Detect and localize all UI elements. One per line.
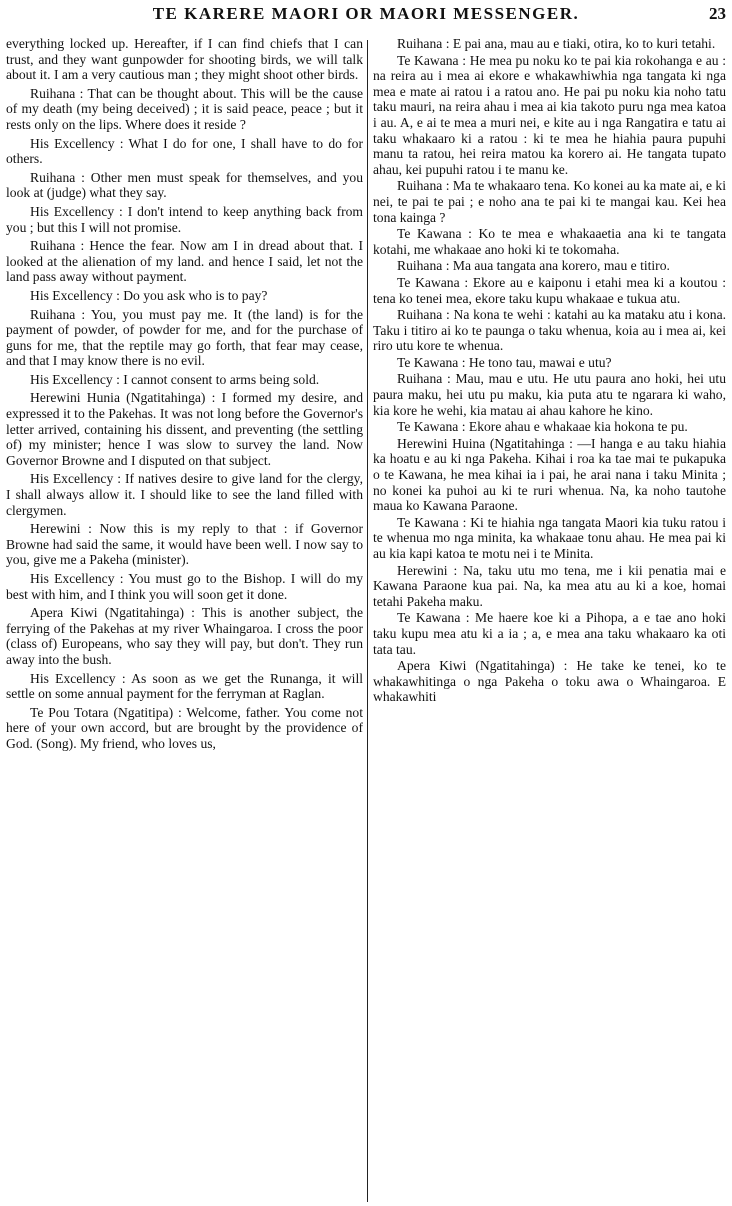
paragraph: Herewini Hunia (Ngatitahinga) : I formed my desire, and expressed it to the Pakehas. It was not long before the Governor's letter arrived, containing his dissent, and preventing (the settling of) my minister; hence I was slow to survey the land. Now Governor Browne and I disputed on that subject. — [6, 390, 363, 468]
paragraph: His Excellency : What I do for one, I shall have to do for others. — [6, 135, 363, 167]
paragraph: Herewini : Na, taku utu mo tena, me i kii penatia mai e Kawana Paraone kua pai. Na, ka mea atu au ki a koe, homai tetahi Pakeha maku. — [373, 562, 726, 609]
paragraph: Apera Kiwi (Ngatitahinga) : This is another subject, the ferrying of the Pakehas at my river Whaingaroa. I cross the poor (class of) Europeans, who say they will pay, but don't. They run away into the bush. — [6, 605, 363, 667]
paragraph: Te Kawana : Ekore ahau e whakaae kia hokona te pu. — [397, 419, 688, 435]
page-header — [0, 0, 732, 34]
paragraph: Te Kawana : Ekore au e kaiponu i etahi mea ki a koutou : tena ko tenei mea, ekore taku kupu whakaae e tukua atu. — [373, 274, 726, 306]
newspaper-title: TE KARERE MAORI OR MAORI MESSENGER. — [152, 4, 580, 23]
paragraph: Ruihana : Na kona te wehi : katahi au ka mataku atu i kona. Taku i titiro ai ko te paunga o taku whenua, koia au i mea ai, kei riro utu kore te whenua. — [373, 307, 726, 354]
paragraph: Ruihana : That can be thought about. This will be the cause of my death (my being deceived) ; it is said peace, peace ; but it rests only on the lips. Where does it reside ? — [6, 85, 363, 132]
paragraph: His Excellency : If natives desire to give land for the clergy, I shall always allow it. I should like to see the land filled with clergymen. — [6, 471, 363, 518]
page-number: 23 — [709, 4, 726, 23]
paragraph: Te Kawana : Me haere koe ki a Pihopa, a e tae ano hoki taku kupu mea atu ki a ia ; a, e mea ana taku whakaaro ka oti tata tau. — [373, 610, 726, 657]
paragraph: His Excellency : I cannot consent to arms being sold. — [30, 371, 320, 387]
paragraph: His Excellency : As soon as we get the Runanga, it will settle on some annual payment for the ferryman at Raglan. — [6, 670, 363, 702]
paragraph: Ruihana : E pai ana, mau au e tiaki, otira, ko to kuri tetahi. — [397, 36, 716, 51]
paragraph: Apera Kiwi (Ngatitahinga) : He take ke tenei, ko te whakawhitinga o nga Pakeha o toku awa o Whaingaroa. E whakawhiti — [373, 658, 726, 705]
paragraph: His Excellency : I don't intend to keep anything back from you ; but this I will not promise. — [6, 203, 363, 235]
paragraph: Ruihana : Ma aua tangata ana korero, mau e titiro. — [397, 258, 670, 274]
paragraph: Herewini Huina (Ngatitahinga : —I hanga e au taku hiahia ka hoatu e au ki nga Pakeha. Kihai i roa ka tae mai te pukapuka o te Kawana, he mea kihai ia i pai, he arai nana i taku Minita ; no konei ka puhoi au ki te ruri whenua. Na, ka noho tautohe maua ko Kawana Paraone. — [373, 435, 726, 514]
paragraph: Te Kawana : He tono tau, mawai e utu? — [397, 354, 612, 370]
paragraph: Ruihana : Mau, mau e utu. He utu paura ano hoki, hei utu paura maku, hei utu pu maku, kia puta atu te ngarara ki waho, kia kore he wehi, kia matau ai ahau kahore he kino. — [373, 371, 726, 418]
paragraph: Ruihana : Other men must speak for themselves, and you look at (judge) what they say. — [6, 169, 363, 201]
right-column-maori — [373, 36, 726, 1206]
paragraph: Te Kawana : Ko te mea e whakaaetia ana ki te tangata kotahi, me whakaae ano hoki ki te tokomaha. — [373, 226, 726, 257]
paragraph: His Excellency : You must go to the Bishop. I will do my best with him, and I think you will soon get it done. — [6, 571, 363, 602]
paragraph: Ruihana : Ma te whakaaro tena. Ko konei au ka mate ai, e ki nei, te pai te pai ; e noho ana te pai ki te mangai kau. Kei hea tona kainga ? — [373, 178, 726, 225]
paragraph: Te Kawana : He mea pu noku ko te pai kia rokohanga e au : na reira au i mea ai ekore e whakawhiwhia nga tangata ki nga mea e mate ai ratou i a ratou ano. He pai pu noku kia noho tatu taku mauri, na reira ahau i mea ai kia takoto puru nga mea katoa i au. A, e ai te mea a muri nei, e kite au i nga Rangatira e tatu ai taku whakaaro ki a ratou : ki te mea he hiahia paura pupuhi manu ta ratou, hei reira matou ka korero ai. He tangata tupato ahau, kei pupuhi ratou i te manu ke. — [373, 52, 726, 177]
paragraph: His Excellency : Do you ask who is to pay? — [30, 287, 268, 303]
paragraph: Te Kawana : Ki te hiahia nga tangata Maori kia tuku ratou i te whenua mo nga minita, ka whakaae tonu ahau. He mea pai ki au kia kapi katoa te motu nei i te Minita. — [373, 514, 726, 561]
column-divider — [367, 40, 368, 1202]
paragraph: Ruihana : Hence the fear. Now am I in dread about that. I looked at the alienation of my land. and hence I said, let not the land pass away without payment. — [6, 238, 363, 285]
paragraph: Ruihana : You, you must pay me. It (the land) is for the payment of powder, of powder for me, and for the purchase of guns for me, that the reptile may go forth, that fear may cease, and that I may know there is no evil. — [6, 306, 363, 369]
paragraph: everything locked up. Hereafter, if I can find chiefs that I can trust, and they want gunpowder for shooting birds, we will talk about it. I am a very cautious man ; they might shoot other birds. — [6, 36, 363, 83]
paragraph: Herewini : Now this is my reply to that : if Governor Browne had said the same, it would have been well. I now say to you, give me a Pakeha (minister). — [6, 521, 363, 568]
paragraph: Te Pou Totara (Ngatitipa) : Welcome, father. You come not here of your own accord, but are brought by the providence of God. (Song). My friend, who loves us, — [6, 704, 363, 751]
left-column-english — [6, 36, 363, 1206]
